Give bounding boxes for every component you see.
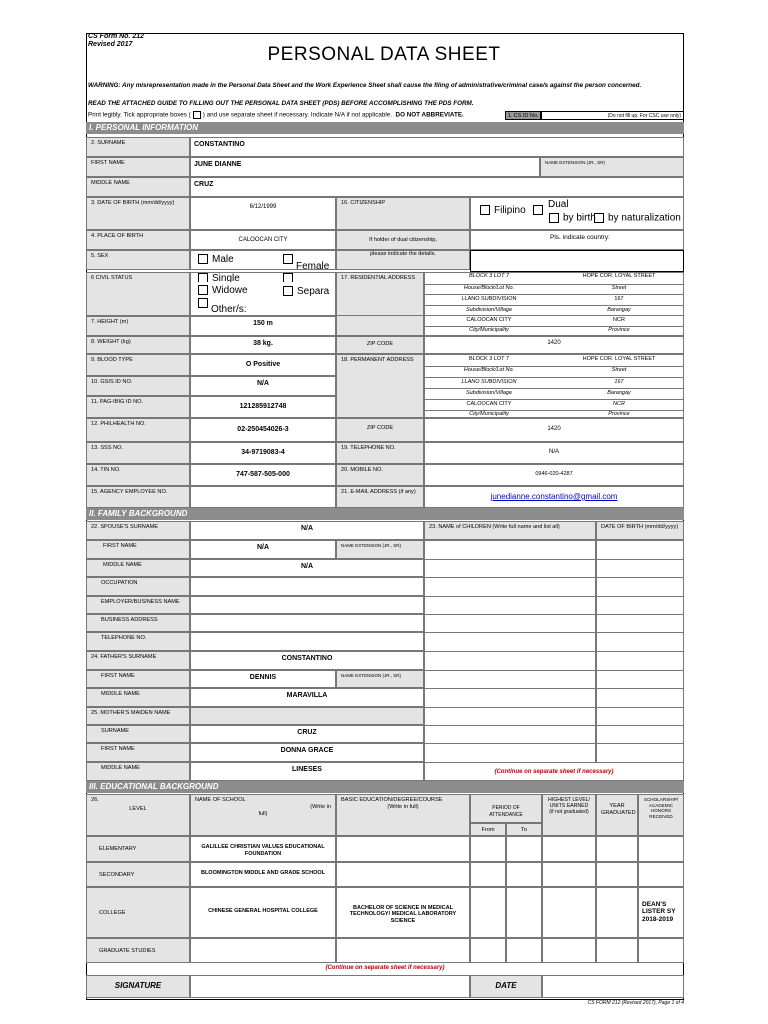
dual-checkbox[interactable]	[531, 205, 547, 216]
female-label: Female	[296, 261, 330, 272]
middle-name-field[interactable]: CRUZ	[190, 177, 684, 197]
from-header: From	[470, 823, 506, 836]
perm-province-caption: Province	[608, 411, 630, 417]
country-field[interactable]	[470, 250, 684, 272]
dual-note-2: please indicate the details.	[336, 250, 470, 270]
telephone-field[interactable]: N/A	[424, 442, 684, 464]
permanent-address-box[interactable]	[424, 354, 684, 418]
tin-label: 14. TIN NO.	[86, 464, 190, 486]
edu-to-1[interactable]	[506, 862, 542, 887]
weight-label: 8. WEIGHT (kg)	[86, 336, 190, 354]
section-personal-header: I. PERSONAL INFORMATION	[86, 122, 684, 134]
employer-field[interactable]	[190, 596, 424, 614]
height-label: 7. HEIGHT (m)	[86, 316, 190, 336]
section-family-header: II. FAMILY BACKGROUND	[86, 508, 684, 520]
mother-surname-label: SURNAME	[86, 725, 190, 743]
perm-city-caption: City/Municipality	[469, 411, 509, 417]
edu-school-0[interactable]: GALILLEE CHRISTIAN VALUES EDUCATIONAL FOUNDATION	[190, 836, 336, 862]
children-dob-header: DATE OF BIRTH (mm/dd/yyyy)	[596, 521, 684, 540]
spouse-first-field[interactable]: N/A	[190, 540, 336, 559]
edu-from-2[interactable]	[470, 887, 506, 938]
employer-label: EMPLOYER/BUSINESS NAME	[86, 596, 190, 614]
period-header: PERIOD OF ATTENDANCE	[470, 794, 542, 823]
dual-label: Dual	[548, 199, 569, 210]
honors-header: SCHOLARSHIP/ ACADEMIC HONORS RECEIVED	[638, 794, 684, 836]
surname-label: 2. SURNAME	[86, 137, 190, 157]
print-instructions: Print legibly. Tick appropriate boxes ( ) and use separate sheet if necessary. Indicate N/A if not applicable. DO NOT ABBREVIATE.	[88, 111, 464, 119]
first-name-field[interactable]: JUNE DIANNE	[190, 157, 540, 177]
children-header: 23. NAME of CHILDREN (Write full name and list all)	[424, 521, 596, 540]
dob-label: 3. DATE OF BIRTH (mm/dd/yyyy)	[86, 197, 190, 230]
civil-status-label: 6 CIVIL STATUS	[86, 272, 190, 316]
school-header: NAME OF SCHOOL (Write in full)	[190, 794, 336, 836]
email-link[interactable]: junedianne.constantino@gmail.com	[490, 492, 618, 501]
edu-year-1[interactable]	[596, 862, 638, 887]
course-header: BASIC EDUCATION/DEGREE/COURSE (Write in full)	[336, 794, 470, 836]
occupation-label: OCCUPATION	[86, 577, 190, 596]
signature-label: SIGNATURE	[86, 975, 190, 998]
edu-from-1[interactable]	[470, 862, 506, 887]
citizenship-label: 16. CITIZENSHIP	[336, 197, 470, 230]
single-checkbox[interactable]: Single	[196, 273, 240, 282]
res-street: HOPE COR. LOYAL STREET	[582, 273, 656, 279]
mobile-label: 20. MOBILE NO.	[336, 464, 424, 486]
edu-level-2: COLLEGE	[86, 887, 190, 938]
spouse-first-label: FIRST NAME	[86, 540, 190, 559]
res-subdivision: LLANO SUBDIVISION	[461, 296, 517, 302]
perm-subdivision: LLANO SUBDIVISION	[461, 379, 517, 385]
res-city: CALOOCAN CITY	[466, 317, 512, 323]
education-continue-note: (Continue on separate sheet if necessary)	[325, 965, 445, 971]
highest-level-header: HIGHEST LEVEL/ UNITS EARNED (if not graduated)	[542, 794, 596, 836]
edu-school-3[interactable]	[190, 938, 336, 963]
perm-barangay-caption: Barangay	[607, 390, 631, 396]
pob-label: 4. PLACE OF BIRTH	[86, 230, 190, 250]
edu-highest-0[interactable]	[542, 836, 596, 862]
res-house-caption: House/Block/Lot No.	[463, 285, 515, 291]
filipino-checkbox[interactable]: Filipino	[478, 205, 526, 216]
page-title: PERSONAL DATA SHEET	[267, 44, 501, 65]
mobile-field[interactable]: 0946-020-4287	[424, 464, 684, 486]
edu-level-1: SECONDARY	[86, 862, 190, 887]
date-label: DATE	[470, 975, 542, 998]
mother-middle-field[interactable]: LINESES	[190, 762, 424, 781]
res-zip-field[interactable]: 1420	[424, 336, 684, 354]
edu-course-3[interactable]	[336, 938, 470, 963]
weight-field[interactable]: 38 kg.	[190, 336, 336, 354]
edu-honors-2[interactable]: DEAN'S LISTER SY 2018-2019	[638, 887, 684, 938]
perm-street-caption: Street	[611, 367, 627, 373]
res-province: NCR	[613, 317, 625, 323]
agency-label: 15. AGENCY EMPLOYEE NO.	[86, 486, 190, 508]
date-field[interactable]	[542, 975, 684, 998]
spouse-ext-field[interactable]: NAME EXTENSION (JR., SR)	[336, 540, 424, 559]
pagibig-field[interactable]: 121285912748	[190, 396, 336, 418]
father-ext-field[interactable]: NAME EXTENSION (JR., SR)	[336, 670, 424, 688]
year-graduated-header: YEAR GRADUATED	[596, 794, 638, 836]
email-field[interactable]	[424, 486, 684, 508]
email-label: 21. E-MAIL ADDRESS (if any)	[336, 486, 424, 508]
spouse-telephone-field[interactable]	[190, 632, 424, 651]
perm-city: CALOOCAN CITY	[466, 401, 512, 407]
edu-to-0[interactable]	[506, 836, 542, 862]
edu-school-2[interactable]: CHINESE GENERAL HOSPITAL COLLEGE	[190, 887, 336, 938]
perm-house-caption: House/Block/Lot No.	[463, 367, 515, 373]
tin-field[interactable]: 747-587-505-000	[190, 464, 336, 486]
family-continue-note: (Continue on separate sheet if necessary)	[424, 762, 684, 781]
edu-honors-1[interactable]	[638, 862, 684, 887]
signature-field[interactable]	[190, 975, 470, 998]
spouse-surname-label: 22. SPOUSE'S SURNAME	[86, 521, 190, 540]
edu-level-0: ELEMENTARY	[86, 836, 190, 862]
mother-maiden-label: 25. MOTHER'S MAIDEN NAME	[86, 707, 190, 725]
edu-highest-2[interactable]	[542, 887, 596, 938]
edu-to-3[interactable]	[506, 938, 542, 963]
mother-maiden-spacer	[190, 707, 424, 725]
warning-text: WARNING: Any misrepresentation made in the Personal Data Sheet and the Work Experience Sheet shall cause the filing of administrative/criminal case/s against the person concerned.	[88, 82, 642, 89]
father-middle-label: MIDDLE NAME	[86, 688, 190, 707]
res-province-caption: Province	[608, 327, 630, 333]
mother-first-field[interactable]: DONNA GRACE	[190, 743, 424, 762]
res-barangay-caption: Barangay	[607, 307, 631, 313]
spouse-surname-field[interactable]: N/A	[190, 521, 424, 540]
first-name-label: FIRST NAME	[86, 157, 190, 177]
edu-highest-3[interactable]	[542, 938, 596, 963]
male-checkbox[interactable]: Male	[196, 254, 234, 265]
edu-level-3: GRADUATE STUDIES	[86, 938, 190, 963]
res-house: BLOCK 3 LOT 7	[468, 273, 510, 279]
others-checkbox[interactable]	[196, 298, 212, 309]
mother-first-label: FIRST NAME	[86, 743, 190, 762]
gsis-label: 10. GSIS ID NO.	[86, 376, 190, 396]
sss-field[interactable]: 34-9719083-4	[190, 442, 336, 464]
blood-type-label: 9. BLOOD TYPE	[86, 354, 190, 376]
height-field[interactable]: 150 m	[190, 316, 336, 336]
spouse-middle-field[interactable]: N/A	[190, 559, 424, 577]
separated-checkbox[interactable]: Separa	[281, 286, 329, 297]
perm-province: NCR	[613, 401, 625, 407]
read-guide-text: READ THE ATTACHED GUIDE TO FILLING OUT THE PERSONAL DATA SHEET (PDS) BEFORE ACCOMPLISHING THE PDS FORM.	[88, 100, 474, 107]
surname-field[interactable]: CONSTANTINO	[190, 137, 684, 157]
form-page-footer: CS FORM 212 (Revised 2017), Page 1 of 4	[587, 1000, 684, 1006]
spouse-middle-label: MIDDLE NAME	[86, 559, 190, 577]
edu-from-0[interactable]	[470, 836, 506, 862]
father-surname-label: 24. FATHER'S SURNAME	[86, 651, 190, 670]
perm-subdivision-caption: Subdivision/Village	[465, 390, 513, 396]
philhealth-field[interactable]: 02-250454026-3	[190, 418, 336, 442]
perm-house: BLOCK 3 LOT 7	[469, 356, 509, 362]
edu-year-2[interactable]	[596, 887, 638, 938]
res-spacer	[336, 316, 424, 336]
sample-checkbox	[193, 111, 201, 119]
country-prompt: Pls. indicate country:	[550, 234, 610, 241]
edu-school-1[interactable]: BLOOMINGTON MIDDLE AND GRADE SCHOOL	[190, 862, 336, 887]
father-first-label: FIRST NAME	[86, 670, 190, 688]
sex-label: 5. SEX	[86, 250, 190, 270]
widowed-checkbox[interactable]: Widowe	[196, 285, 248, 296]
res-subdivision-caption: Subdivision/Village	[465, 307, 513, 313]
edu-course-0[interactable]	[336, 836, 470, 862]
form-number: CS Form No. 212 Revised 2017	[88, 33, 145, 48]
edu-honors-3[interactable]	[638, 938, 684, 963]
perm-zip-field[interactable]: 1420	[424, 418, 684, 442]
cs-id-field[interactable]: (Do not fill up. For CSC use only)	[541, 111, 684, 120]
father-surname-field[interactable]: CONSTANTINO	[190, 651, 424, 670]
name-extension-field[interactable]: NAME EXTENSION (JR., SR)	[540, 157, 684, 177]
occupation-field[interactable]	[190, 577, 424, 596]
perm-street: HOPE COR. LOYAL STREET	[582, 356, 656, 362]
perm-zip-label: ZIP CODE	[336, 418, 424, 442]
edu-course-1[interactable]	[336, 862, 470, 887]
blood-type-field[interactable]: O Positive	[190, 354, 336, 376]
female-checkbox[interactable]	[281, 254, 297, 265]
pob-field[interactable]: CALOOCAN CITY	[190, 230, 336, 250]
telephone-label: 19. TELEPHONE NO.	[336, 442, 424, 464]
dual-note-1: If holder of dual citizenship,	[336, 230, 470, 250]
edu-year-3[interactable]	[596, 938, 638, 963]
edu-to-2[interactable]	[506, 887, 542, 938]
edu-from-3[interactable]	[470, 938, 506, 963]
res-barangay: 167	[614, 296, 624, 302]
middle-name-label: MIDDLE NAME	[86, 177, 190, 197]
education-level-header: 26. LEVEL	[86, 794, 190, 836]
father-middle-field[interactable]: MARAVILLA	[190, 688, 424, 707]
father-first-field[interactable]: DENNIS	[190, 670, 336, 688]
section-education-header: III. EDUCATIONAL BACKGROUND	[86, 781, 684, 793]
dob-field[interactable]: 6/12/1999	[190, 197, 336, 230]
cs-id-label: 1. CS ID No.	[505, 111, 541, 120]
res-street-caption: Street	[611, 285, 627, 291]
edu-honors-0[interactable]	[638, 836, 684, 862]
mother-middle-label: MIDDLE NAME	[86, 762, 190, 781]
edu-year-0[interactable]	[596, 836, 638, 862]
by-birth-checkbox[interactable]: by birth	[547, 213, 596, 224]
agency-field[interactable]	[190, 486, 336, 508]
philhealth-label: 12. PHILHEALTH NO.	[86, 418, 190, 442]
edu-highest-1[interactable]	[542, 862, 596, 887]
res-city-caption: City/Municipality	[469, 327, 509, 333]
married-checkbox[interactable]	[281, 273, 297, 282]
others-label: Other/s:	[211, 304, 247, 315]
sss-label: 13. SSS NO.	[86, 442, 190, 464]
permanent-label: 18. PERMANENT ADDRESS	[336, 354, 424, 418]
gsis-field[interactable]: N/A	[190, 376, 336, 396]
pagibig-label: 11. PAG-IBIG ID NO.	[86, 396, 190, 418]
res-zip-label: ZIP CODE	[336, 336, 424, 354]
spouse-telephone-label: TELEPHONE NO.	[86, 632, 190, 651]
by-naturalization-checkbox[interactable]: by naturalization	[592, 213, 682, 224]
business-address-label: BUSINESS ADDRESS	[86, 614, 190, 632]
to-header: To	[506, 823, 542, 836]
perm-barangay: 167	[614, 379, 624, 385]
residential-label: 17. RESIDENTIAL ADDRESS	[336, 272, 424, 316]
business-address-field[interactable]	[190, 614, 424, 632]
edu-course-2[interactable]: BACHELOR OF SCIENCE IN MEDICAL TECHNOLOGY/ MEDICAL LABORATORY SCIENCE	[336, 887, 470, 938]
mother-surname-field[interactable]: CRUZ	[190, 725, 424, 743]
